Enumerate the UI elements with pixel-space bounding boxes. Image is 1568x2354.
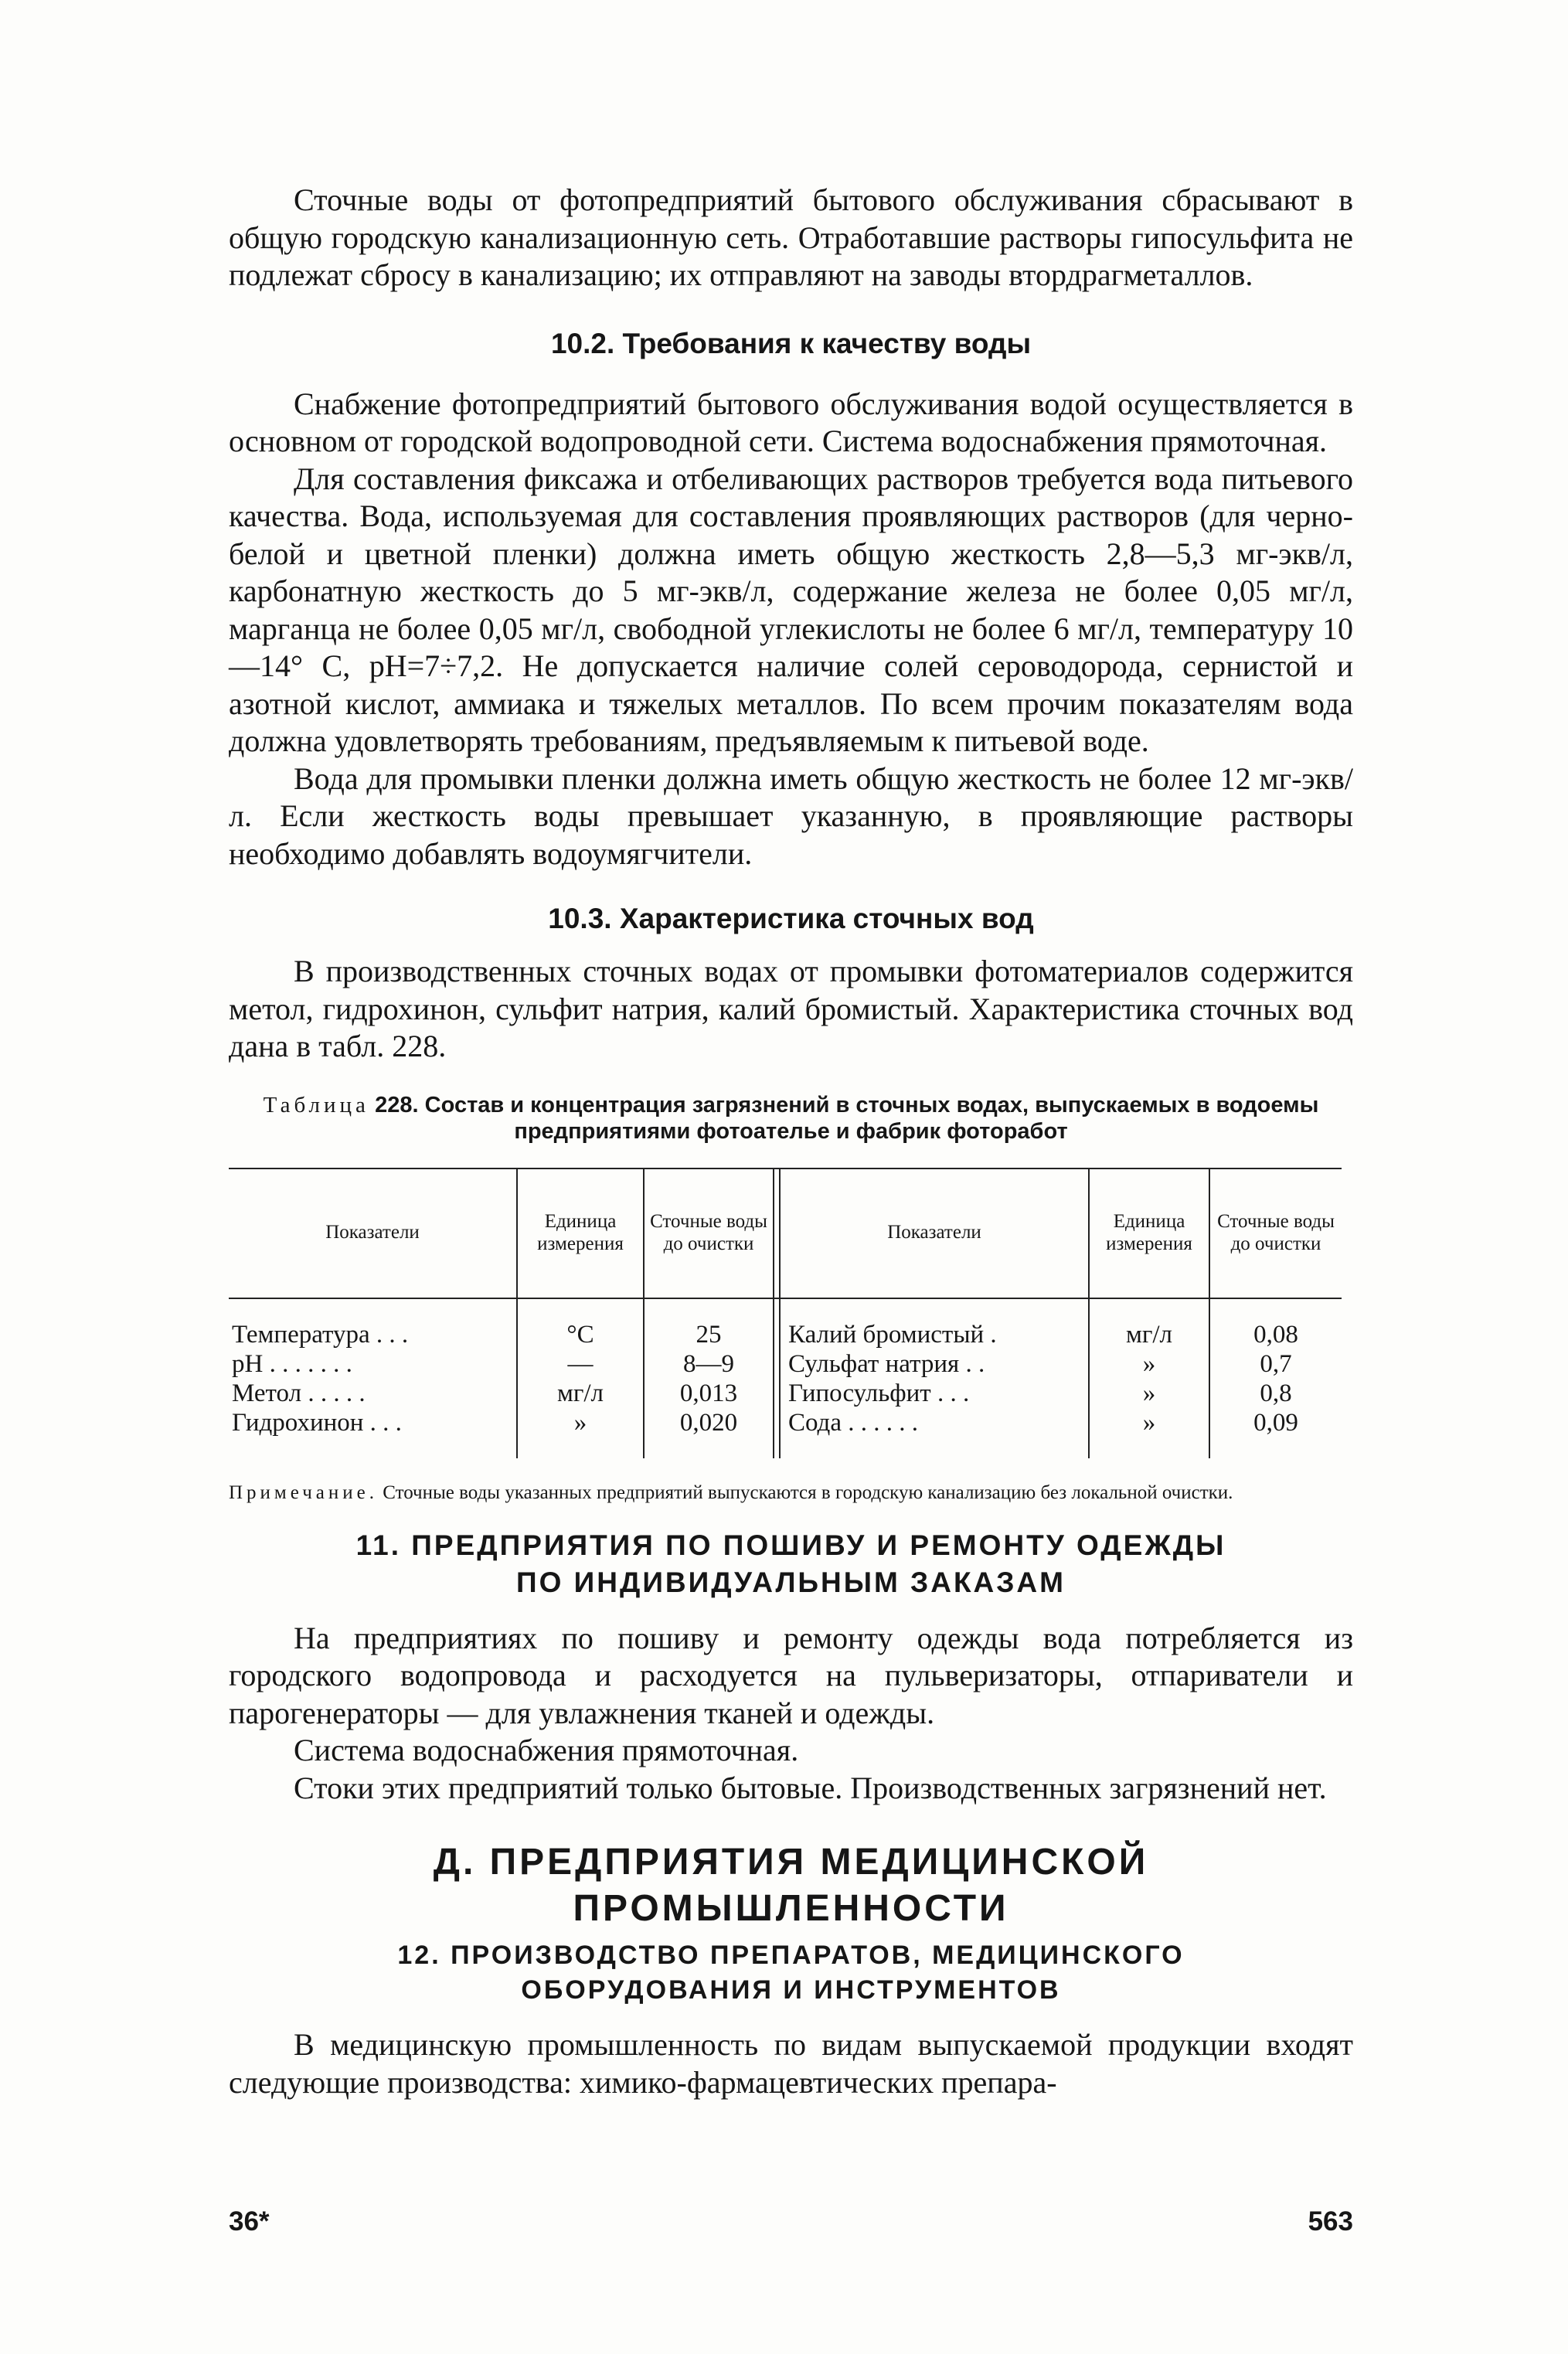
row-unit: » — [1142, 1408, 1156, 1437]
paragraph-10-2-b: Для составления фиксажа и отбеливающих растворов требуется вода питьевого качества. Вода, используемая для составления проявляющих растворов (для черно-белой и цветной пленки) должна иметь общую жесткость 2,8—5,3 мг-экв/л, карбонатную жесткость до 5 мг-экв/л, содержание железа не более 0,05 мг/л, марганца не более 0,05 мг/л, свободной углекислоты не более 6 мг/л, температуру 10—14° С, pH=7÷7,2. Не допускается наличие солей сероводорода, сернистой и азотной кислот, аммиака и тяжелых металлов. По всем прочим показателям вода должна удовлетворять требованиям, предъявляемым к питьевой воде. — [229, 461, 1353, 758]
table-caption-text: 228. Состав и концентрация загрязнений в сточных водах, выпускаемых в водоемы предприятиями фотоателье и фабрик фоторабот — [375, 1092, 1319, 1144]
row-value: 25 — [696, 1320, 722, 1349]
row-value: 0,7 — [1260, 1349, 1292, 1378]
row-value: 0,08 — [1253, 1320, 1298, 1349]
row-name: Температура . . . — [232, 1320, 409, 1349]
paragraph-11-c: Стоки этих предприятий только бытовые. Производственных загрязнений нет. — [294, 1770, 1327, 1805]
row-name: Метол . . . . . — [232, 1379, 366, 1407]
row-value: 0,8 — [1260, 1379, 1292, 1407]
header-indicators-right: Показатели — [887, 1222, 981, 1243]
section-12-title-line1: 12. ПРОИЗВОДСТВО ПРЕПАРАТОВ, МЕДИЦИНСКОГО — [397, 1941, 1185, 1970]
section-11-title — [229, 1527, 1353, 1601]
header-unit-left: Единица измерения — [537, 1210, 624, 1254]
section-11-title-line1: 11. ПРЕДПРИЯТИЯ ПО ПОШИВУ И РЕМОНТУ ОДЕЖДЫ — [355, 1529, 1226, 1561]
row-value: 8—9 — [683, 1349, 734, 1378]
row-name: Гидрохинон . . . — [232, 1408, 402, 1437]
table-note — [229, 1481, 1353, 1504]
note-label: Примечание. — [229, 1481, 379, 1503]
paragraph-12: В медицинскую промышленность по видам выпускаемой продукции входят следующие производства: химико-фармацевтических препара- — [229, 2027, 1353, 2100]
row-name: Сульфат натрия . . — [788, 1349, 985, 1378]
paragraph-10-2-c: Вода для промывки пленки должна иметь общую жесткость не более 12 мг-экв/л. Если жесткость воды превышает указанную, в проявляющие растворы необходимо добавлять водоумягчители. — [229, 760, 1353, 871]
row-name: Сода . . . . . . — [788, 1408, 918, 1437]
row-value: 0,020 — [679, 1408, 738, 1437]
row-unit: — — [567, 1349, 594, 1378]
paragraph-10-3: В производственных сточных водах от промывки фотоматериалов содержится метол, гидрохинон, сульфит натрия, калий бромистый. Характеристика сточных вод дана в табл. 228. — [229, 954, 1353, 1063]
row-unit: мг/л — [1125, 1320, 1173, 1349]
section-10-2-title: 10.2. Требования к качеству воды — [550, 327, 1032, 359]
section-10-3-title: 10.3. Характеристика сточных вод — [548, 903, 1034, 934]
header-indicators-left: Показатели — [325, 1222, 420, 1243]
row-value: 0,013 — [679, 1379, 738, 1407]
paragraph-10-2-a: Снабжение фотопредприятий бытового обслуживания водой осуществляется в основном от городской водопроводной сети. Система водоснабжения прямоточная. — [229, 386, 1353, 458]
row-name: Калий бромистый . — [788, 1320, 997, 1349]
paragraph-11-a: На предприятиях по пошиву и ремонту одежды вода потребляется из городского водопровода и расходуется на пульверизаторы, отпариватели и парогенераторы — для увлажнения тканей и одежды. — [229, 1620, 1353, 1730]
table-double-divider — [773, 1168, 781, 1458]
row-name: pH . . . . . . . — [232, 1349, 352, 1378]
header-before-left: Сточные воды до очистки — [650, 1210, 767, 1254]
table-caption — [229, 1092, 1353, 1145]
row-unit: » — [1142, 1379, 1156, 1407]
row-unit: мг/л — [556, 1379, 604, 1407]
page-body — [229, 182, 1353, 2101]
row-name: Гипосульфит . . . — [788, 1379, 970, 1407]
table-label: Таблица — [263, 1092, 369, 1117]
section-12-title — [229, 1938, 1353, 2008]
section-d-title: Д. ПРЕДПРИЯТИЯ МЕДИЦИНСКОЙ ПРОМЫШЛЕННОСТИ — [433, 1842, 1149, 1929]
header-unit-right: Единица измерения — [1106, 1210, 1192, 1254]
row-value: 0,09 — [1253, 1408, 1298, 1437]
section-12-title-line2: ОБОРУДОВАНИЯ И ИНСТРУМЕНТОВ — [521, 1975, 1061, 2005]
table-228 — [229, 1168, 1353, 1461]
page-number: 563 — [1308, 2206, 1353, 2237]
row-unit: » — [1142, 1349, 1156, 1378]
header-before-right: Сточные воды до очистки — [1217, 1210, 1335, 1254]
row-unit: °С — [566, 1320, 594, 1349]
row-unit: » — [573, 1408, 587, 1437]
paragraph-intro: Сточные воды от фотопредприятий бытового обслуживания сбрасывают в общую городскую канализационную сеть. Отработавшие растворы гипосульфита не подлежат сбросу в канализацию; их отправляют на заводы втордрагметаллов. — [229, 182, 1353, 292]
section-11-title-line2: ПО ИНДИВИДУАЛЬНЫМ ЗАКАЗАМ — [516, 1566, 1066, 1598]
table-header-rule — [229, 1298, 1342, 1299]
signature-mark: 36* — [229, 2206, 270, 2237]
note-text: Сточные воды указанных предприятий выпускаются в городскую канализацию без локальной очистки. — [383, 1481, 1233, 1503]
paragraph-11-b: Система водоснабжения прямоточная. — [294, 1733, 799, 1767]
